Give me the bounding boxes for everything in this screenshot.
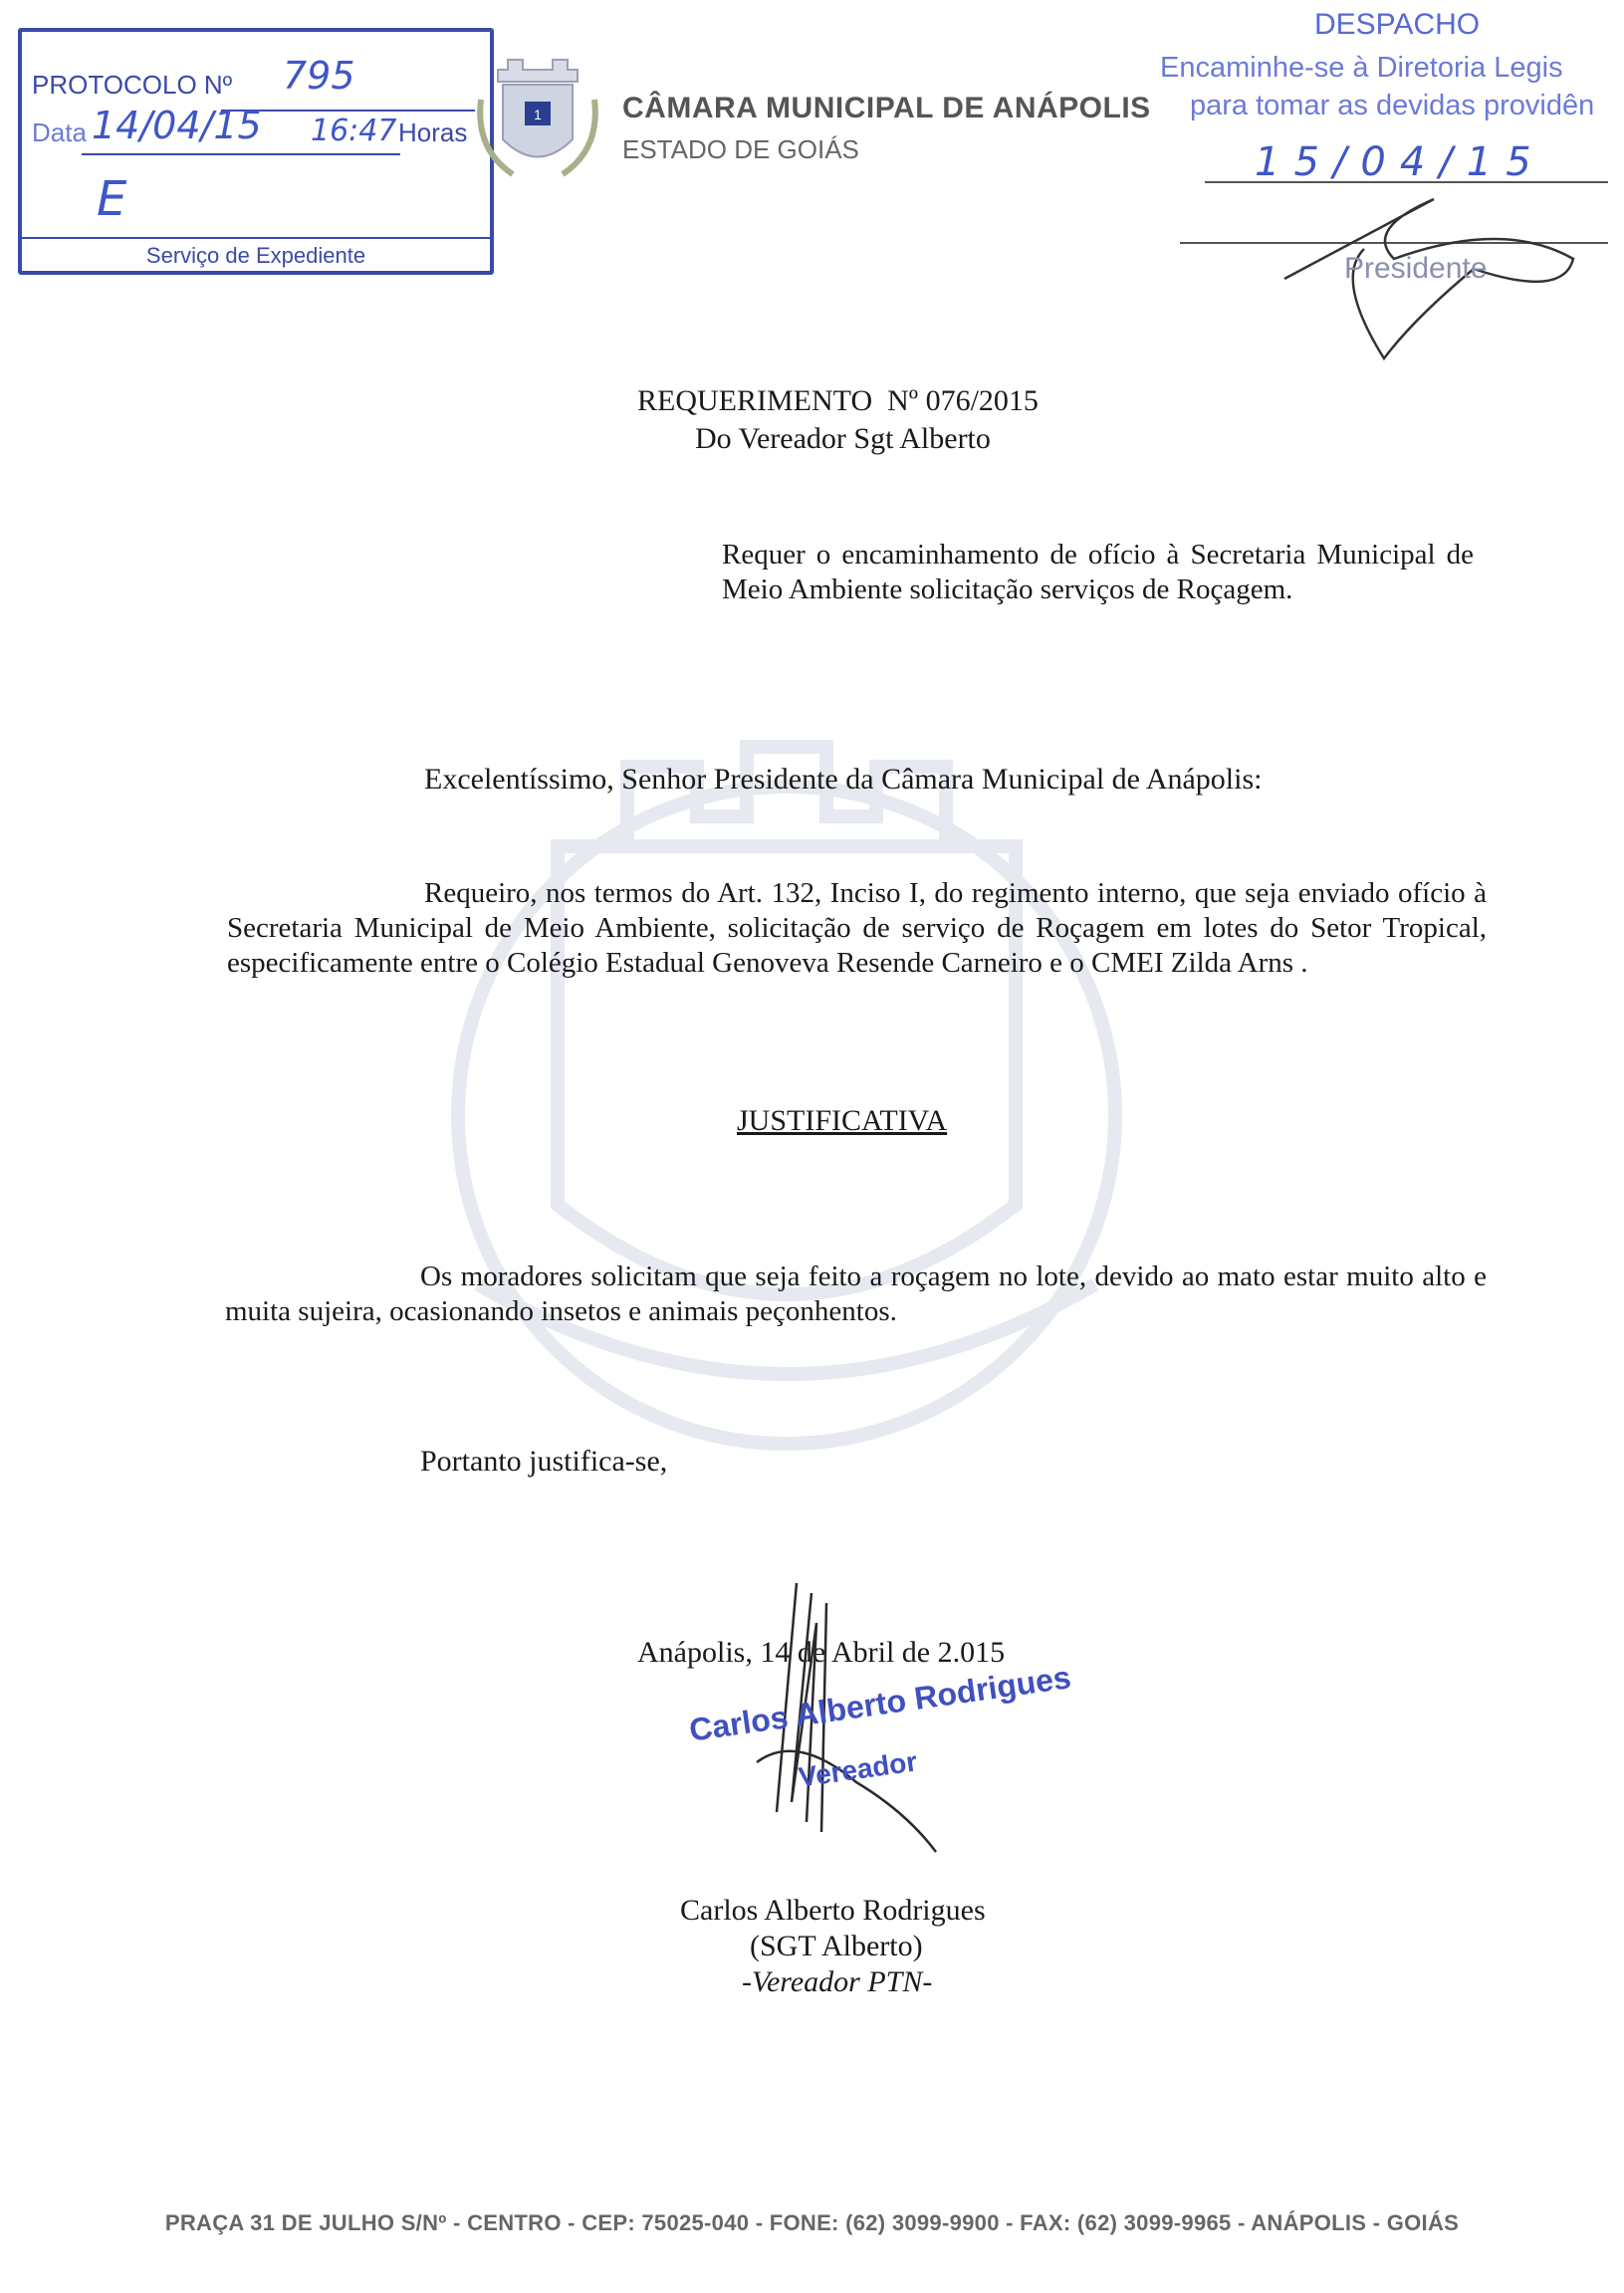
coat-of-arms-logo bbox=[473, 40, 602, 189]
despacho-line-1: Encaminhe-se à Diretoria Legis bbox=[1160, 52, 1563, 84]
svg-text:1: 1 bbox=[534, 107, 542, 122]
signer-name: Carlos Alberto Rodrigues bbox=[680, 1894, 986, 1927]
main-paragraph: Requeiro, nos termos do Art. 132, Inciso I, do regimento interno, que seja enviado ofício à Secretaria Municipal de Meio Ambiente, solicitação de serviço de Roçagem em lotes do Setor Tropical, especificamente entre o Colégio Estadual Genoveva Resende Carneiro e o CMEI Zilda Arns . bbox=[227, 877, 1487, 979]
signer-role: -Vereador PTN- bbox=[742, 1965, 933, 1998]
chamber-title: CÂMARA MUNICIPAL DE ANÁPOLIS bbox=[622, 92, 1151, 124]
despacho-date: 15/04/15 bbox=[1255, 139, 1545, 185]
protocol-date: 14/04/15 bbox=[92, 104, 262, 147]
protocol-number: 795 bbox=[283, 54, 355, 98]
closing-line: Portanto justifica-se, bbox=[420, 1445, 668, 1478]
state-subtitle: ESTADO DE GOIÁS bbox=[622, 134, 859, 164]
despacho-signer: Presidente bbox=[1344, 252, 1488, 285]
protocol-time-label: Horas bbox=[398, 117, 468, 147]
signer-nickname: (SGT Alberto) bbox=[750, 1930, 923, 1962]
despacho-title: DESPACHO bbox=[1314, 8, 1481, 41]
justification-title: JUSTIFICATIVA bbox=[737, 1104, 948, 1137]
justification-paragraph: Os moradores solicitam que seja feito a roçagem no lote, devido ao mato estar muito alto e muita sujeira, ocasionando insetos e animais peçonhentos. bbox=[225, 1261, 1487, 1327]
salutation: Excelentíssimo, Senhor Presidente da Câmara Municipal de Anápolis: bbox=[424, 763, 1263, 796]
protocol-time: 16:47 bbox=[311, 114, 397, 148]
despacho-line-2: para tomar as devidas providên bbox=[1190, 90, 1595, 121]
protocol-label: PROTOCOLO Nº bbox=[32, 70, 233, 100]
document-summary: Requer o encaminhamento de ofício à Secretaria Municipal de Meio Ambiente solicitação serviços de Roçagem. bbox=[722, 539, 1474, 605]
protocol-stamp bbox=[18, 28, 494, 275]
watermark-coat-of-arms bbox=[398, 687, 1175, 1513]
signature-stamp-name: Carlos Alberto Rodrigues bbox=[687, 1659, 1073, 1748]
document-author: Do Vereador Sgt Alberto bbox=[695, 422, 991, 455]
date-line: Anápolis, 14 de Abril de 2.015 bbox=[637, 1636, 1006, 1669]
footer-address: PRAÇA 31 DE JULHO S/Nº - CENTRO - CEP: 75025-040 - FONE: (62) 3099-9900 - FAX: (62) 3099-9965 - ANÁPOLIS - GOIÁS bbox=[164, 2210, 1460, 2235]
protocol-initials: E bbox=[97, 171, 127, 227]
document-title: REQUERIMENTO Nº 076/2015 bbox=[637, 384, 1039, 417]
signature-stamp-role: Vereador bbox=[797, 1745, 920, 1793]
protocol-date-label: Data bbox=[32, 117, 87, 147]
protocol-footer: Serviço de Expediente bbox=[22, 237, 490, 269]
